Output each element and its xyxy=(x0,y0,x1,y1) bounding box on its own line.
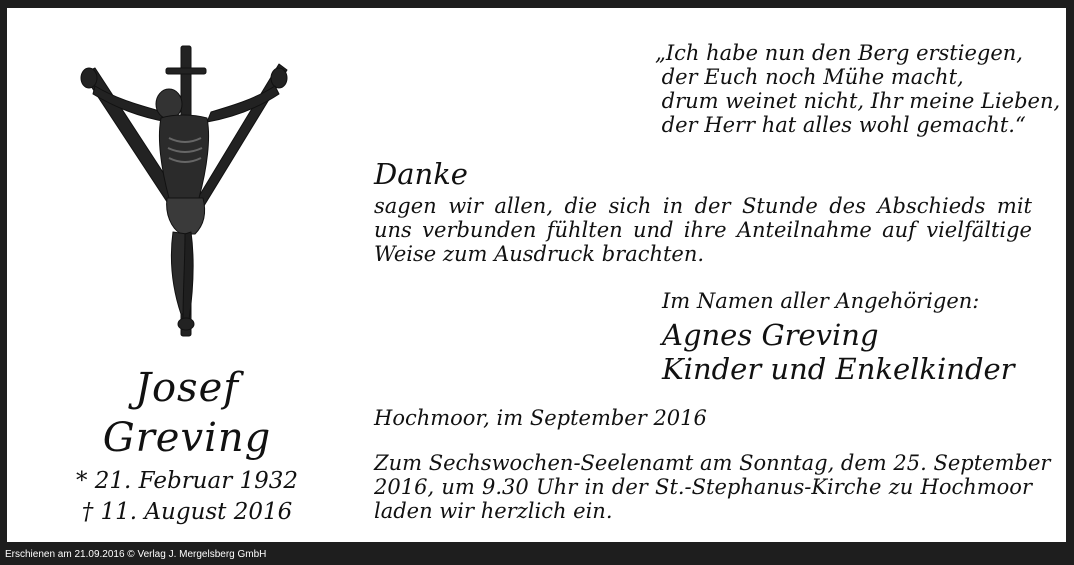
birth-date: * 21. Februar 1932 xyxy=(75,468,299,494)
memorial-quote: „Ich habe nun den Berg erstiegen, der Euch noch Mühe macht, drum weinet nicht, Ihr meine Lieben, der Herr hat alles wohl gemacht.“ xyxy=(655,41,1061,137)
signer-name: Agnes Greving xyxy=(662,318,879,352)
service-line: 2016, um 9.30 Uhr in der St.-Stephanus-Kirche zu Hochmoor xyxy=(374,475,1032,499)
thanks-paragraph xyxy=(374,194,1032,266)
deceased-last-name: Greving xyxy=(102,415,272,461)
service-announcement xyxy=(374,451,1051,523)
thanks-line: Weise zum Ausdruck brachten. xyxy=(374,242,705,266)
obituary-card xyxy=(7,8,1066,542)
thanks-line: sagen wir allen, die sich in der Stunde des Abschieds mit xyxy=(374,194,1032,218)
publication-footer: Erschienen am 21.09.2016 © Verlag J. Mergelsberg GmbH xyxy=(5,549,267,560)
thanks-line: uns verbunden fühlten und ihre Anteilnahme auf vielfältige xyxy=(374,218,1032,242)
place-date: Hochmoor, im September 2016 xyxy=(374,406,707,430)
signoff-text: Im Namen aller Angehörigen: xyxy=(662,289,980,313)
crucifix-image xyxy=(73,38,303,340)
thanks-heading: Danke xyxy=(374,157,468,191)
death-date: † 11. August 2016 xyxy=(81,499,293,525)
signer-family: Kinder und Enkelkinder xyxy=(662,352,1015,386)
service-line: Zum Sechswochen-Seelenamt am Sonntag, dem 25. September xyxy=(374,451,1051,475)
deceased-first-name: Josef xyxy=(134,365,240,411)
service-line: laden wir herzlich ein. xyxy=(374,499,613,523)
